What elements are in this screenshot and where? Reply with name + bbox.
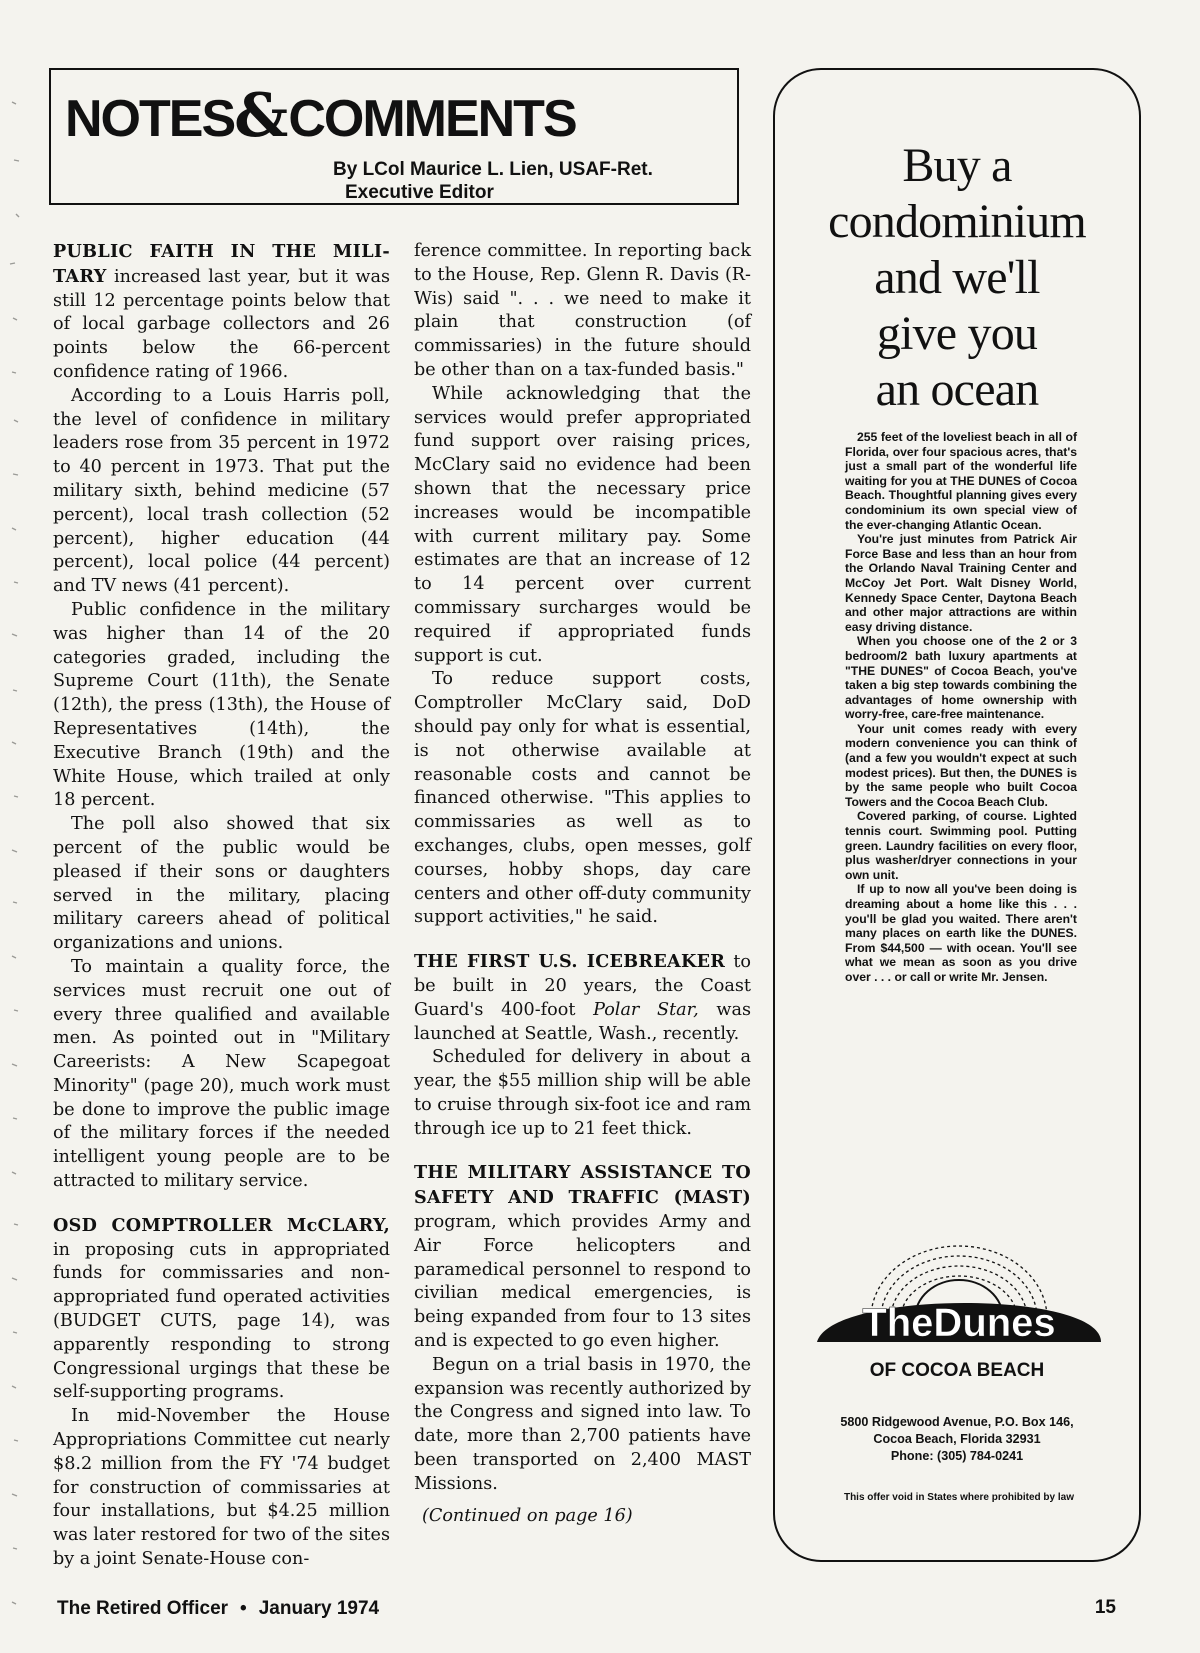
byline-role: Executive Editor: [345, 182, 494, 203]
paragraph: THE MILITARY ASSISTANCE TO SAFETY AND TRAFFIC (MAST) program, which provides Army and Air Force helicopters and paramedical personnel to respond to civilian medical emergencies, is being expanded from four to 13 sites and is expected to go even higher.: [414, 1162, 751, 1352]
paragraph: OSD COMPTROLLER McCLARY, in proposing cuts in appropriated funds for commissaries and non-appropriated fund operated activities (BUDGET CUTS, page 14), was apparently responding to strong Congressional urgings that these be self-supporting programs.: [53, 1214, 390, 1403]
footer-separator: •: [240, 1598, 247, 1619]
paragraph-lead: THE MILITARY ASSISTANCE TO SAFETY AND TRAFFIC (MAST): [414, 1162, 751, 1209]
ad-paragraph: 255 feet of the loveliest beach in all of Florida, over four spacious acres, that's just a small part of the wonderful life waiting for you at THE DUNES of Cocoa Beach. Thoughtful planning gives every condominium its own special view of the ever-changing Atlantic Ocean.: [845, 430, 1077, 532]
ship-name: Polar Star,: [593, 999, 699, 1020]
continued-note: (Continued on page 16): [422, 1505, 633, 1526]
byline-author: By LCol Maurice L. Lien, USAF-Ret.: [333, 159, 653, 180]
article-column-1: [53, 240, 390, 1572]
logo-subtitle: OF COCOA BEACH: [869, 1360, 1045, 1381]
ad-disclaimer: This offer void in States where prohibited by law: [843, 1492, 1075, 1503]
paragraph: While acknowledging that the services would prefer appropriated fund support over raising prices, McClary said no evidence had been shown that the necessary price increases would be incompatible with current military pay. Some estimates are that an increase of 12 to 14 percent over current commissary surcharges would be required if appropriated funds support is cut.: [414, 383, 751, 666]
paragraph: Public confidence in the military was higher than 14 of the 20 categories graded, including the Supreme Court (11th), the Senate (12th), the press (13th), the House of Representatives (14th), the Executive Branch (19th) and the White House, which trailed at only 18 percent.: [53, 599, 390, 811]
ad-headline: Buy a condominium and we'll give you an ocean: [828, 139, 1086, 416]
paragraph: The poll also showed that six percent of the public would be pleased if their sons or daughters served in the military, placing military careers ahead of political organizations and unions.: [53, 814, 390, 954]
title-comments: COMMENTS: [288, 90, 576, 148]
dunes-logo: [811, 1230, 1107, 1350]
section-title: [65, 81, 576, 151]
issue-date: January 1974: [258, 1598, 380, 1619]
ad-paragraph: When you choose one of the 2 or 3 bedroom/2 bath luxury apartments at "THE DUNES" of Cocoa Beach, you've taken a big step towards combining the advantages of home ownership with worry-free, care-free maintenance.: [845, 634, 1077, 722]
paragraph: To maintain a quality force, the services must recruit one out of every three qualified and available men. As pointed out in "Military Careerists: A New Scapegoat Minority" (page 20), much work must be done to improve the public image of the military forces if the needed intelligent young people are to be attracted to military service.: [53, 956, 390, 1192]
article-column-2: [414, 240, 751, 1528]
binding-margin-marks: [0, 0, 40, 1653]
paragraph: In mid-November the House Appropriations Committee cut nearly $8.2 million from the FY '74 budget for construction of commissaries at four installations, but $4.25 million was later restored for two of the sites by a joint Senate-House con-: [53, 1406, 390, 1570]
ad-body: [845, 430, 1077, 985]
ad-paragraph: If up to now all you've been doing is dreaming about a home like this . . . you'll be glad you waited. There aren't many places on earth like the DUNES. From $44,500 — with ocean. You'll see what we mean as soon as you drive over . . . or call or write Mr. Jensen.: [845, 882, 1077, 984]
paragraph: To reduce support costs, Comptroller McClary said, DoD should pay only for what is essential, is not otherwise available at reasonable costs and cannot be financed otherwise. "This applies to commissaries as well as to exchanges, clubs, open messes, golf courses, hobby shops, day care centers and other off-duty community support activities," he said.: [414, 669, 751, 928]
paragraph-lead: PUBLIC FAITH IN THE MILI-TARY: [53, 241, 390, 287]
paragraph: Scheduled for delivery in about a year, the $55 million ship will be able to cruise through six-foot ice and ram through ice up to 21 feet thick.: [414, 1047, 751, 1139]
paragraph: According to a Louis Harris poll, the level of confidence in military leaders rose from 35 percent in 1972 to 40 percent in 1973. That put the military sixth, behind medicine (57 percent), local trash collection (52 percent), higher education (44 percent), local police (44 percent) and TV news (41 percent).: [53, 385, 390, 597]
byline: [333, 158, 693, 204]
ad-phone: Phone: (305) 784-0241: [890, 1449, 1024, 1463]
page-footer: [57, 1598, 379, 1620]
page-number: 15: [1094, 1597, 1116, 1618]
ad-paragraph: Covered parking, of course. Lighted tennis court. Swimming pool. Putting green. Laundry facilities on every floor, plus washer/dryer connections in your own unit.: [845, 809, 1077, 882]
advertisement: [773, 68, 1141, 1562]
paragraph: THE FIRST U.S. ICEBREAKER to be built in 20 years, the Coast Guard's 400-foot Polar Star, was launched at Seattle, Wash., recently.: [414, 951, 751, 1044]
paragraph-lead: OSD COMPTROLLER McCLARY,: [53, 1214, 390, 1236]
logo-wordmark: TheDunes: [862, 1301, 1056, 1345]
title-ampersand: &: [234, 81, 289, 151]
section-header: [49, 68, 739, 205]
publication-name: The Retired Officer: [57, 1598, 229, 1619]
paragraph-lead: THE FIRST U.S. ICEBREAKER: [414, 951, 726, 973]
ad-paragraph: Your unit comes ready with every modern convenience you can think of (and a few you wouldn't expect at such modest prices). But then, the DUNES is by the same people who built Cocoa Towers and the Cocoa Beach Club.: [845, 721, 1077, 809]
paragraph: PUBLIC FAITH IN THE MILI-TARY increased last year, but it was still 12 percentage points below that of local garbage collectors and 26 points below the 66-percent confidence rating of 1966.: [53, 241, 390, 382]
ad-paragraph: You're just minutes from Patrick Air Force Base and less than an hour from the Orlando Naval Training Center and McCoy Jet Port. Walt Disney World, Kennedy Space Center, Daytona Beach and other major attractions are within easy driving distance.: [845, 532, 1077, 634]
ad-address: 5800 Ridgewood Avenue, P.O. Box 146, Cocoa Beach, Florida 32931 Phone: (305) 784-0241: [775, 1414, 1139, 1465]
paragraph: ference committee. In reporting back to the House, Rep. Glenn R. Davis (R-Wis) said ". . . we need to make it plain that construction (of commissaries) in the future should be other than on a tax-funded basis.": [414, 241, 751, 380]
paragraph: Begun on a trial basis in 1970, the expansion was recently authorized by the Congress and signed into law. To date, more than 2,700 patients have been transported on 2,400 MAST Missions.: [414, 1354, 751, 1494]
title-notes: NOTES: [65, 90, 235, 148]
